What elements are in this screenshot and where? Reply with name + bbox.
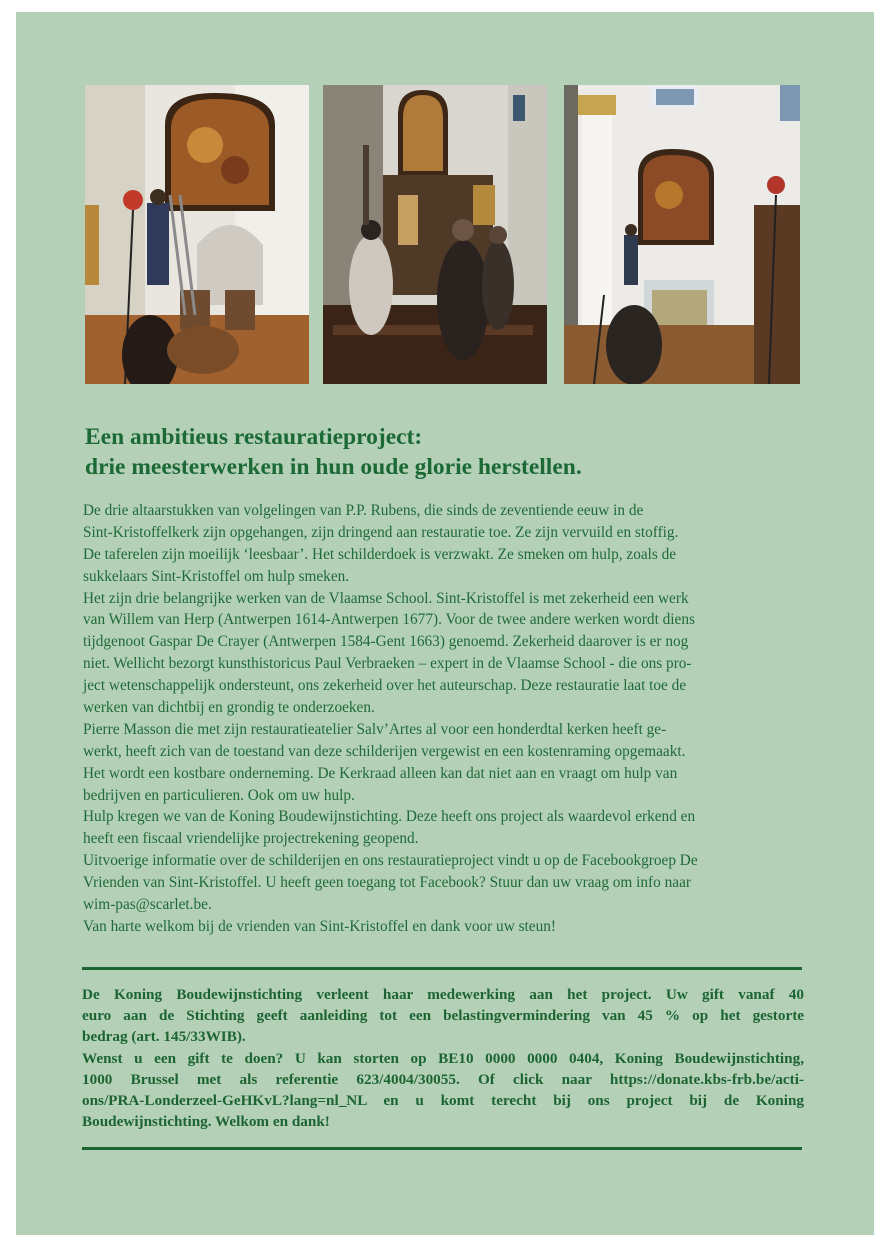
body-line: ject wetenschappelijk ondersteunt, ons zekerheid over het auteurschap. Deze restauratie laat toe de — [83, 677, 687, 695]
body-line: Hulp kregen we van de Koning Boudewijnstichting. Deze heeft ons project als waardevol erkend en — [83, 808, 696, 826]
body-line: De taferelen zijn moeilijk ‘leesbaar’. Het schilderdoek is verzwakt. Ze smeken om hulp, zoals de — [83, 545, 677, 563]
notice-line: ons/PRA-Londerzeel-GeHKvL?lang=nl_NL en u komt terecht bij ons project bij de Koning — [82, 1091, 804, 1109]
photo-altarpiece-nave — [323, 85, 547, 384]
photo-altarpiece-column — [564, 85, 800, 384]
body-line: Vrienden van Sint-Kristoffel. U heeft geen toegang tot Facebook? Stuur dan uw vraag om info naar — [83, 874, 691, 892]
body-line: Pierre Masson die met zijn restauratieatelier Salv’Artes al voor een honderdtal kerken heeft ge- — [83, 720, 667, 738]
body-line: De drie altaarstukken van volgelingen van P.P. Rubens, die sinds de zeventiende eeuw in de — [83, 502, 644, 519]
photo-altarpiece-ladder — [85, 85, 309, 384]
photo-altarpiece-ladder-image — [85, 85, 309, 384]
donation-notice — [82, 984, 804, 1132]
divider-top — [82, 967, 802, 970]
notice-line: Boudewijnstichting. Welkom en dank! — [82, 1113, 330, 1131]
article-body — [83, 500, 803, 938]
body-line: Sint-Kristoffelkerk zijn opgehangen, zijn dringend aan restauratie toe. Ze zijn vervuild en stoffig. — [83, 523, 679, 541]
article-heading — [85, 422, 825, 482]
body-line: wim-pas@scarlet.be. — [83, 896, 212, 914]
body-line: Van harte welkom bij de vrienden van Sint-Kristoffel en dank voor uw steun! — [83, 917, 556, 935]
body-line: werken van dichtbij en grondig te onderzoeken. — [83, 699, 375, 717]
body-line: heeft een fiscaal vriendelijke projectrekening geopend. — [83, 830, 419, 848]
body-line: van Willem van Herp (Antwerpen 1614-Antwerpen 1677). Voor de twee andere werken wordt diens — [83, 611, 695, 629]
body-line: werkt, heeft zich van de toestand van deze schilderijen vergewist en een kostenraming opgemaakt. — [83, 742, 686, 760]
notice-line: 1000 Brussel met als referentie 623/4004/30055. Of click naar https://donate.kbs-frb.be/acti- — [82, 1070, 804, 1088]
notice-line: Wenst u een gift te doen? U kan storten op BE10 0000 0000 0404, Koning Boudewijnstichting, — [82, 1049, 804, 1067]
body-line: sukkelaars Sint-Kristoffel om hulp smeken. — [83, 567, 350, 585]
notice-line: euro aan de Stichting geeft aanleiding tot een belastingvermindering van 45 % op het gestorte — [82, 1007, 804, 1025]
notice-line: bedrag (art. 145/33WIB). — [82, 1028, 246, 1046]
photo-altarpiece-column-image — [564, 85, 800, 384]
heading-line-2: drie meesterwerken in hun oude glorie herstellen. — [85, 454, 582, 480]
heading-line-1: Een ambitieus restauratieproject: — [85, 424, 423, 450]
body-line: tijdgenoot Gaspar De Crayer (Antwerpen 1584-Gent 1663) genoemd. Zekerheid daarover is er nog — [83, 633, 689, 651]
body-line: Het wordt een kostbare onderneming. De Kerkraad alleen kan dat niet aan en vraagt om hulp van — [83, 764, 678, 782]
body-line: bedrijven en particulieren. Ook om uw hulp. — [83, 786, 355, 804]
body-line: Het zijn drie belangrijke werken van de Vlaamse School. Sint-Kristoffel is met zekerheid een werk — [83, 589, 689, 607]
body-line: Uitvoerige informatie over de schilderijen en ons restauratieproject vindt u op de Facebookgroep De — [83, 852, 698, 870]
divider-bottom — [82, 1147, 802, 1150]
photo-altarpiece-nave-image — [323, 85, 547, 384]
body-line: niet. Wellicht bezorgt kunsthistoricus Paul Verbraeken – expert in de Vlaamse School - die ons pro- — [83, 655, 692, 673]
notice-line: De Koning Boudewijnstichting verleent haar medewerking aan het project. Uw gift vanaf 40 — [82, 986, 804, 1003]
